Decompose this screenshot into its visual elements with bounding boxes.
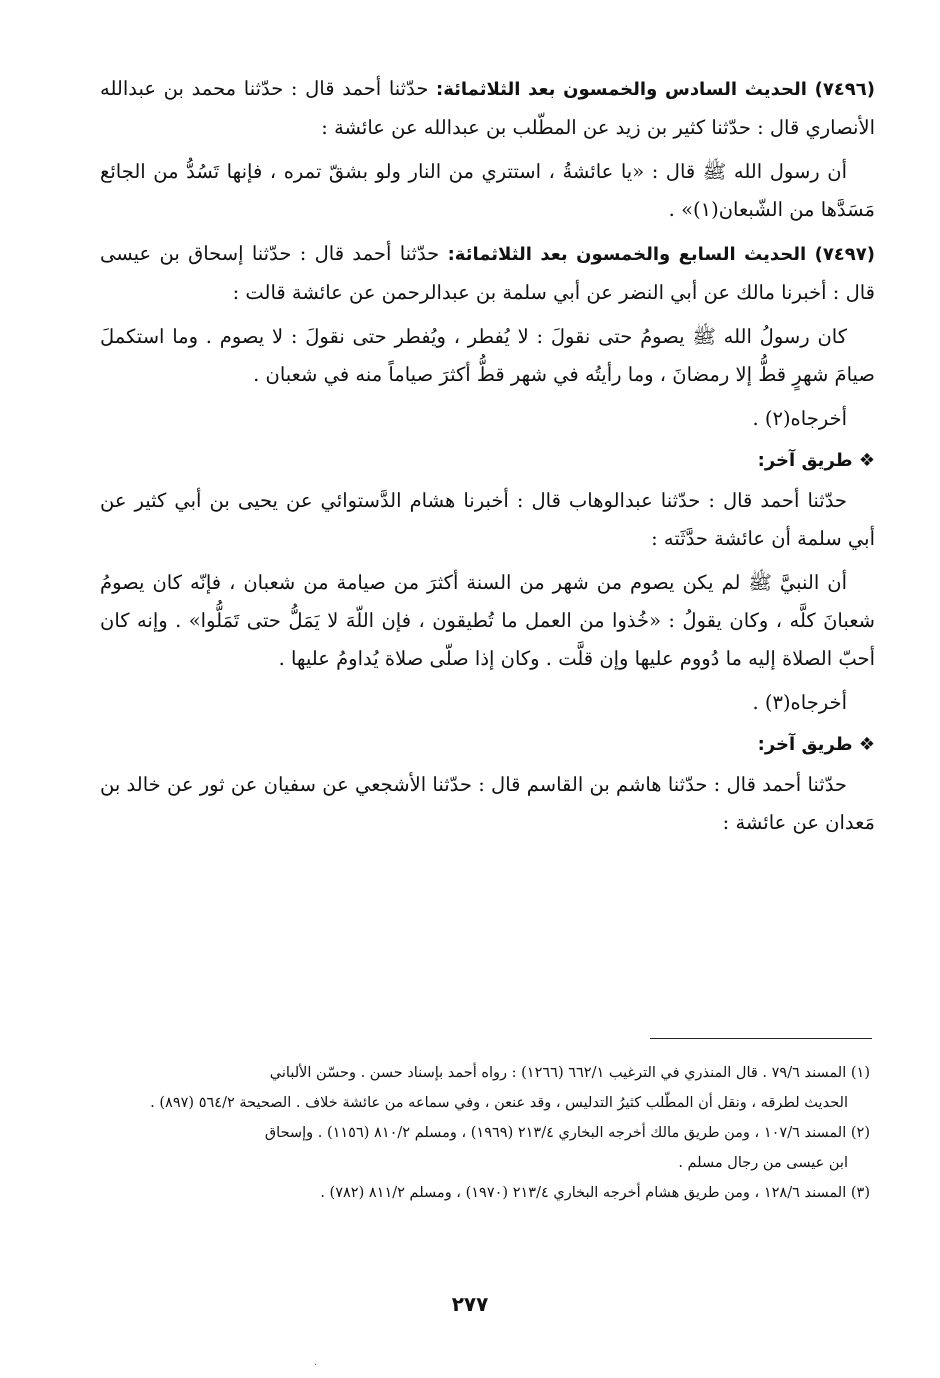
footnote-1: (١) المسند ٧٩/٦ . قال المنذري في الترغيب ٦٦٢/١ (١٢٦٦) : رواه أحمد بإسناد حسن . وحسّن الألباني الحديث لطرقه ، ونقل أن المطّلب كثيرُ التدليس ، وقد عنعن ، وفي سماعه من عائشة خلاف . الصحيحة ٥٦٤/٢ (٨٩٧) .: [150, 1065, 870, 1111]
footnote-3: (٣) المسند ١٢٨/٦ ، ومن طريق هشام أخرجه البخاري ٢١٣/٤ (١٩٧٠) ، ومسلم ٨١١/٢ (٧٨٢) .: [320, 1185, 870, 1201]
isnad-text: حدّثنا أحمد قال : حدّثنا إسحاق بن عيسى قال : أخبرنا مالك عن أبي النضر عن أبي سلمة بن عبدالرحمن عن عائشة قالت :: [100, 242, 875, 304]
hadith-7497-isnad: [100, 235, 875, 312]
hadith-7496-isnad: [100, 70, 875, 147]
other-route-heading: ❖ طريق آخر:: [757, 734, 875, 755]
main-text: [100, 70, 875, 848]
route-isnad: حدّثنا أحمد قال : حدّثنا هاشم بن القاسم قال : حدّثنا الأشجعي عن سفيان عن ثور عن خالد بن مَعدان عن عائشة :: [100, 773, 875, 834]
hadith-7496-matn: أن رسول الله ﷺ قال : «يا عائشةُ ، استتري من النار ولو بشقّ تمره ، فإنها تَسُدُّ من الجائع مَسَدَّها من الشّبعان(١)» .: [100, 160, 875, 221]
hadith-7497-matn: كان رسولُ الله ﷺ يصومُ حتى نقولَ : لا يُفطر ، ويُفطر حتى نقولَ : لا يصوم . وما استكملَ صيامَ شهرٍ قطُّ إلا رمضانَ ، وما رأيتُه في شهر قطُّ أكثرَ صياماً منه في شعبان .: [100, 325, 875, 386]
takhrij-note: أخرجاه(٣) .: [752, 691, 847, 714]
footnotes: [100, 1058, 870, 1208]
footnote-divider: [650, 1038, 872, 1039]
scan-speck: ·: [314, 1360, 318, 1371]
hadith-heading: (٧٤٩٦) الحديث السادس والخمسون بعد الثلاثمائة:: [436, 79, 875, 100]
footnote-2: (٢) المسند ١٠٧/٦ ، ومن طريق مالك أخرجه البخاري ٢١٣/٤ (١٩٦٩) ، ومسلم ٨١٠/٢ (١١٥٦) . وإسحاق ابن عيسى من رجال مسلم .: [264, 1125, 870, 1171]
isnad-text: حدّثنا أحمد قال : حدّثنا محمد بن عبدالله الأنصاري قال : حدّثنا كثير بن زيد عن المطّلب بن عبدالله عن عائشة :: [100, 77, 875, 139]
route-isnad: حدّثنا أحمد قال : حدّثنا عبدالوهاب قال : أخبرنا هشام الدَّستوائي عن يحيى بن أبي كثير عن أبي سلمة أن عائشة حدَّثَته :: [100, 489, 875, 550]
route-matn: أن النبيَّ ﷺ لم يكن يصوم من شهر من السنة أكثرَ من صيامة من شعبان ، فإنّه كان يصومُ شعبانَ كلَّه ، وكان يقولُ : «خُذوا من العمل ما تُطيقون ، فإن اللّهَ لا يَمَلُّ حتى تَمَلُّوا» . وإنه كان أحبّ الصلاة إليه ما دُووم عليها وإن قلَّت . وكان إذا صلّى صلاة يُداومُ عليها .: [100, 571, 875, 670]
hadith-heading: (٧٤٩٧) الحديث السابع والخمسون بعد الثلاثمائة:: [447, 244, 875, 265]
other-route-heading: ❖ طريق آخر:: [757, 450, 875, 471]
page-number: ٢٧٧: [451, 1292, 489, 1316]
takhrij-note: أخرجاه(٢) .: [752, 407, 847, 430]
